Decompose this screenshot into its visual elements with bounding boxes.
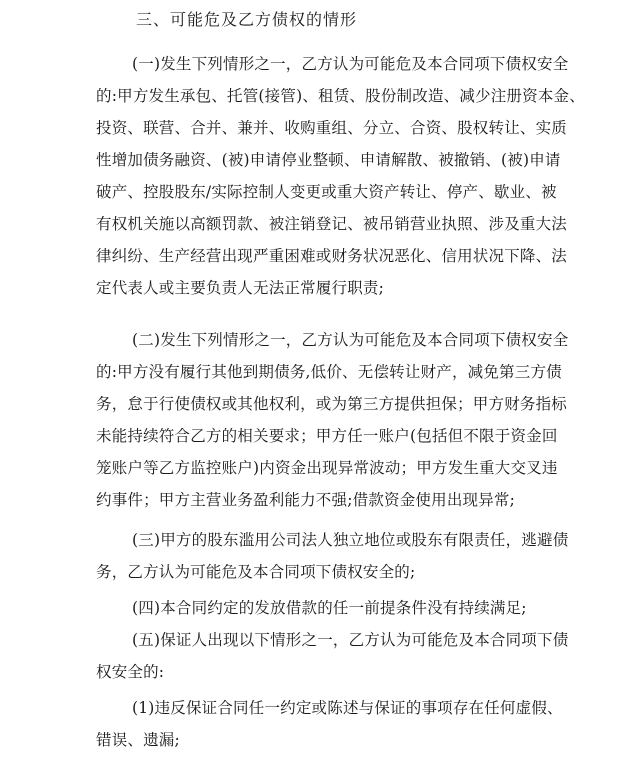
clause-line: (五)保证人出现以下情形之一，乙方认为可能危及本合同项下债 (132, 631, 569, 649)
clause-line: 错误、遗漏; (96, 731, 180, 749)
clause-line: 约事件；甲方主营业务盈利能力不强;借款资金使用出现异常; (96, 491, 516, 509)
clause-4 (96, 592, 556, 624)
clause-line: 有权机关施以高额罚款、被注销登记、被吊销营业执照、涉及重大法 (96, 215, 568, 233)
clause-2 (96, 324, 569, 516)
clause-line: (一)发生下列情形之一，乙方认为可能危及本合同项下债权安全 (132, 55, 569, 73)
clause-line: 未能持续符合乙方的相关要求；甲方任一账户(包括但不限于资金回 (96, 427, 558, 445)
section-heading: 三、可能危及乙方债权的情形 (136, 10, 358, 29)
clause-1 (96, 48, 585, 304)
clause-line: 的:甲方没有履行其他到期债务,低价、无偿转让财产，减免第三方债 (96, 363, 562, 381)
clause-line: (二)发生下列情形之一，乙方认为可能危及本合同项下债权安全 (132, 331, 569, 349)
clause-line: 务，乙方认为可能危及本合同项下债权安全的; (96, 563, 416, 581)
clause-line: 律纠纷、生产经营出现严重困难或财务状况恶化、信用状况下降、法 (96, 247, 568, 265)
clause-5 (96, 624, 569, 688)
clause-line: 定代表人或主要负责人无法正常履行职责; (96, 279, 385, 297)
clause-line: 的:甲方发生承包、托管(接管)、租赁、股份制改造、减少注册资本金、 (96, 87, 585, 105)
clause-6 (96, 692, 563, 756)
clause-line: (三)甲方的股东滥用公司法人独立地位或股东有限责任，逃避债 (132, 531, 569, 549)
clause-3 (96, 524, 569, 588)
clause-line: 投资、联营、合并、兼并、收购重组、分立、合资、股权转让、实质 (96, 119, 568, 137)
clause-line: 性增加债务融资、(被)申请停业整顿、申请解散、被撤销、(被)申请 (96, 151, 561, 169)
clause-line: 务，怠于行使债权或其他权利，或为第三方提供担保；甲方财务指标 (96, 395, 568, 413)
clause-line: (1)违反保证合同任一约定或陈述与保证的事项存在任何虚假、 (132, 699, 563, 717)
clause-line: 权安全的: (96, 663, 165, 681)
clause-line: 破产、控股股东/实际控制人变更或重大资产转让、停产、歇业、被 (96, 183, 557, 201)
clause-line: (四)本合同约定的发放借款的任一前提条件没有持续满足; (132, 599, 527, 617)
clause-line: 笼账户等乙方监控账户)内资金出现异常波动；甲方发生重大交叉违 (96, 459, 558, 477)
